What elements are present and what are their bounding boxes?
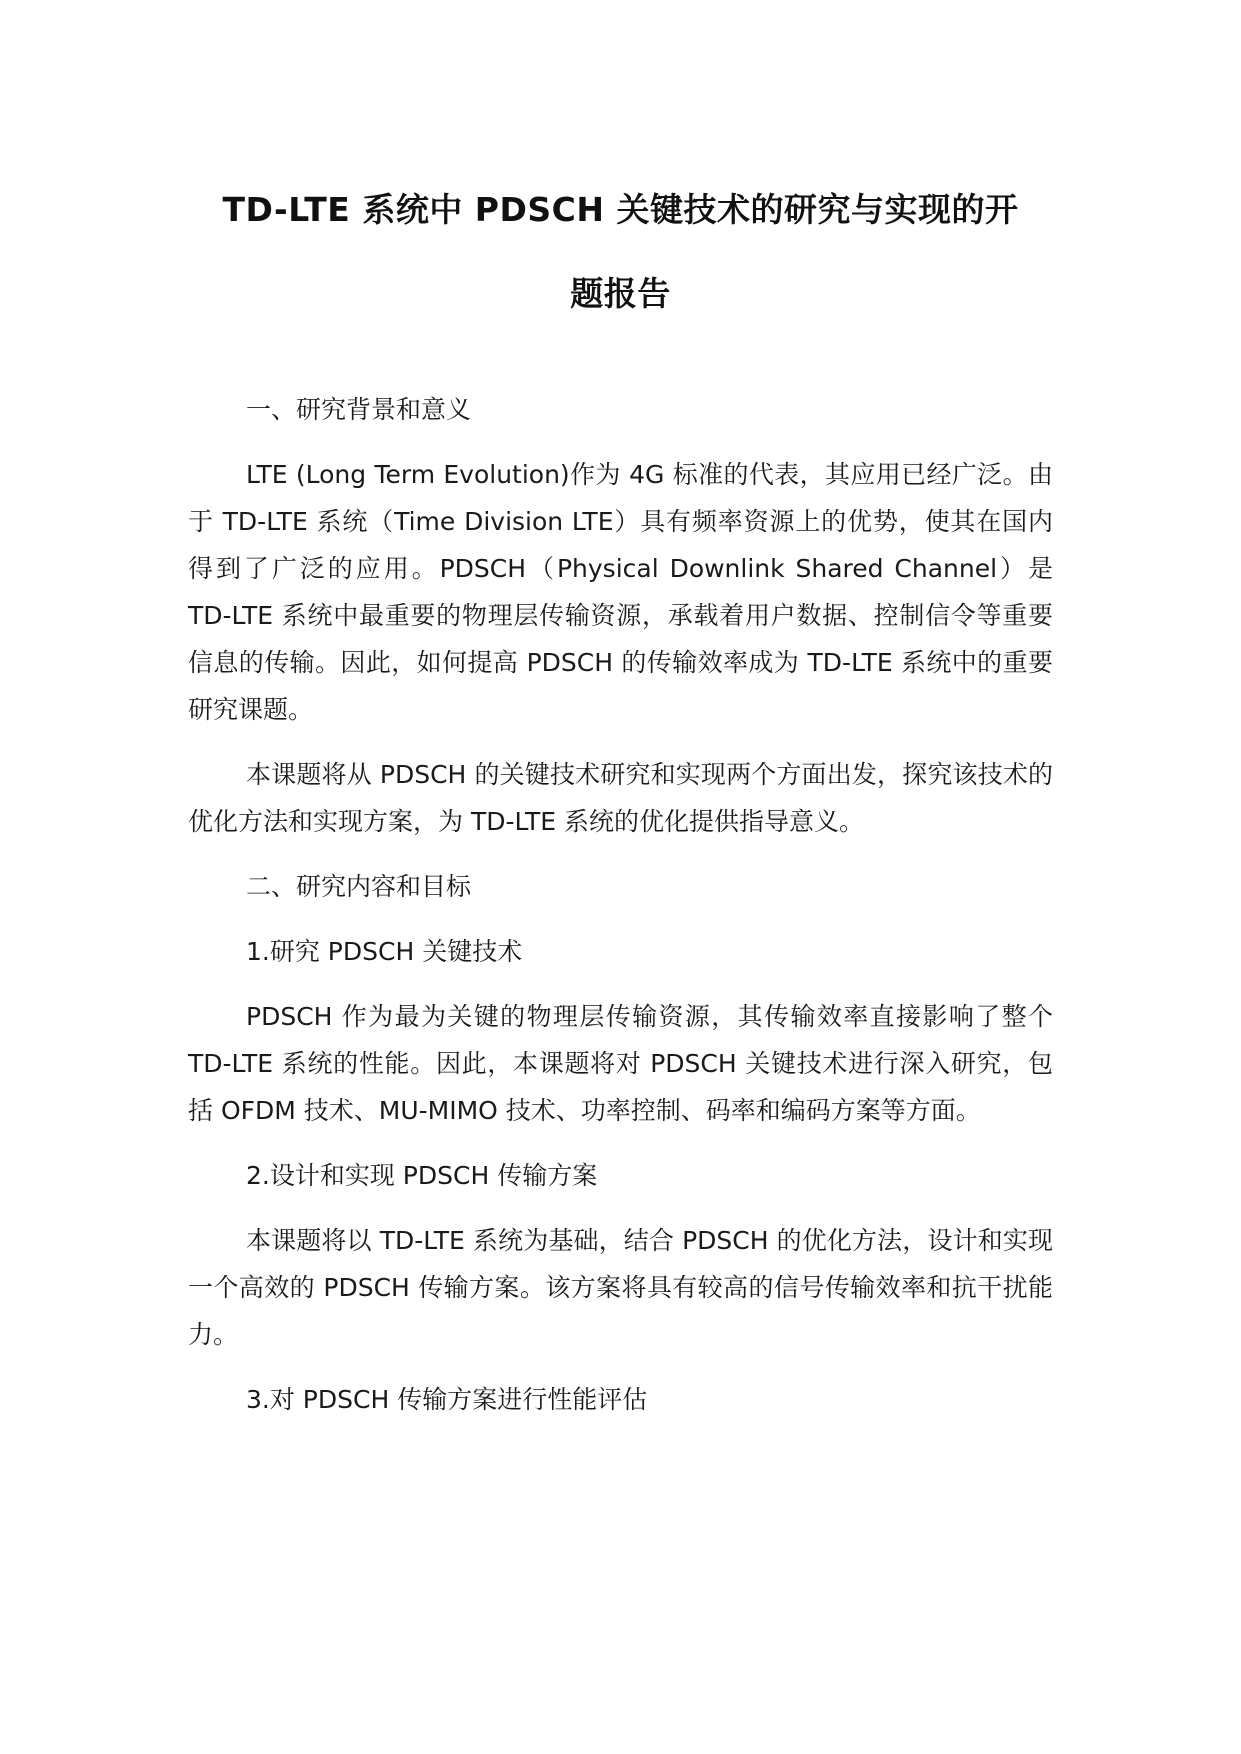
section-1-heading: 一、研究背景和意义 [246, 395, 472, 424]
document-body [188, 386, 1053, 1423]
section-1-paragraph-2: 本课题将从 PDSCH 的关键技术研究和实现两个方面出发，探究该技术的优化方法和实现方案，为 TD-LTE 系统的优化提供指导意义。 [188, 760, 1053, 836]
item-2-paragraph: 本课题将以 TD-LTE 系统为基础，结合 PDSCH 的优化方法，设计和实现一个高效的 PDSCH 传输方案。该方案将具有较高的信号传输效率和抗干扰能力。 [188, 1226, 1053, 1349]
item-3-heading: 3.对 PDSCH 传输方案进行性能评估 [246, 1385, 648, 1414]
document-title [188, 168, 1053, 336]
section-2-heading: 二、研究内容和目标 [246, 872, 472, 901]
title-line-2: 题报告 [570, 274, 671, 313]
item-1-paragraph: PDSCH 作为最为关键的物理层传输资源，其传输效率直接影响了整个 TD-LTE 系统的性能。因此，本课题将对 PDSCH 关键技术进行深入研究，包括 OFDM 技术、MU-MIMO 技术、功率控制、码率和编码方案等方面。 [188, 1002, 1053, 1125]
section-1-paragraph-1: LTE (Long Term Evolution)作为 4G 标准的代表，其应用已经广泛。由于 TD-LTE 系统（Time Division LTE）具有频率资源上的优势，使其在国内得到了广泛的应用。PDSCH（Physical Downlink Shared Channel）是 TD-LTE 系统中最重要的物理层传输资源，承载着用户数据、控制信令等重要信息的传输。因此，如何提高 PDSCH 的传输效率成为 TD-LTE 系统中的重要研究课题。 [188, 460, 1053, 724]
item-2-heading: 2.设计和实现 PDSCH 传输方案 [246, 1161, 598, 1190]
title-line-1: TD-LTE 系统中 PDSCH 关键技术的研究与实现的开 [222, 190, 1019, 229]
item-1-heading: 1.研究 PDSCH 关键技术 [246, 937, 523, 966]
